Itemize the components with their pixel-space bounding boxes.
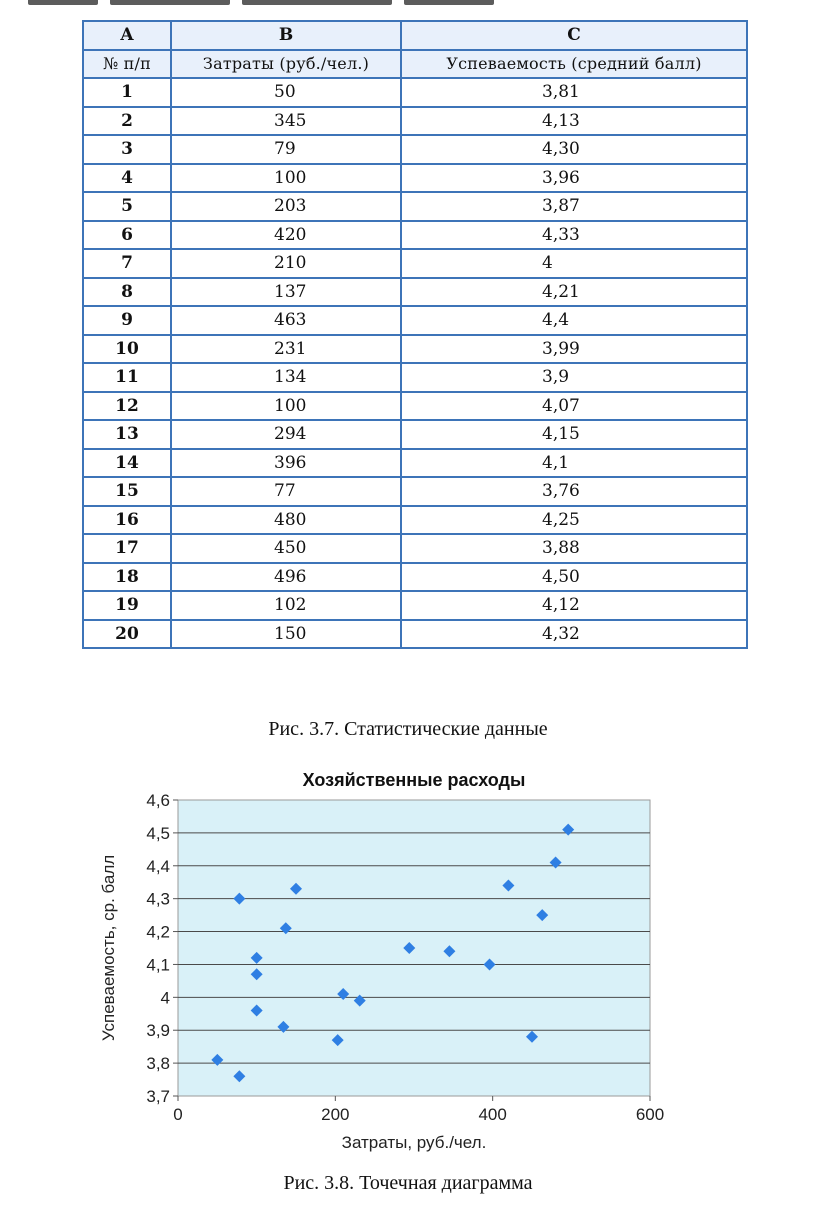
row-number: 4 bbox=[83, 164, 171, 193]
y-tick-label: 4,6 bbox=[146, 791, 170, 810]
table-row bbox=[83, 249, 747, 278]
row-number: 3 bbox=[83, 135, 171, 164]
x-tick-label: 0 bbox=[173, 1105, 183, 1124]
score-cell: 3,9 bbox=[401, 363, 747, 392]
row-number: 9 bbox=[83, 306, 171, 335]
row-number: 1 bbox=[83, 78, 171, 107]
table-row bbox=[83, 306, 747, 335]
row-number: 20 bbox=[83, 620, 171, 649]
row-number: 8 bbox=[83, 278, 171, 307]
x-tick-label: 400 bbox=[478, 1105, 507, 1124]
table-row bbox=[83, 420, 747, 449]
chart-caption: Рис. 3.8. Точечная диаграмма bbox=[283, 1172, 533, 1194]
table-row bbox=[83, 449, 747, 478]
column-letter: B bbox=[171, 21, 401, 50]
cost-cell: 210 bbox=[171, 249, 401, 278]
cropped-text-fragment bbox=[0, 0, 816, 8]
score-cell: 4,1 bbox=[401, 449, 747, 478]
column-letter-row bbox=[83, 21, 747, 50]
score-cell: 4,32 bbox=[401, 620, 747, 649]
cost-cell: 231 bbox=[171, 335, 401, 364]
score-cell: 4,13 bbox=[401, 107, 747, 136]
row-number: 10 bbox=[83, 335, 171, 364]
table-row bbox=[83, 363, 747, 392]
cost-cell: 420 bbox=[171, 221, 401, 250]
cost-cell: 480 bbox=[171, 506, 401, 535]
table-row bbox=[83, 534, 747, 563]
cost-cell: 100 bbox=[171, 164, 401, 193]
row-number: 11 bbox=[83, 363, 171, 392]
chart-title: Хозяйственные расходы bbox=[302, 770, 526, 790]
table-row bbox=[83, 506, 747, 535]
column-header-number: № п/п bbox=[83, 50, 171, 79]
row-number: 15 bbox=[83, 477, 171, 506]
score-cell: 4,15 bbox=[401, 420, 747, 449]
cost-cell: 50 bbox=[171, 78, 401, 107]
table-row bbox=[83, 591, 747, 620]
table-row bbox=[83, 192, 747, 221]
score-cell: 4,50 bbox=[401, 563, 747, 592]
table-caption: Рис. 3.7. Статистические данные bbox=[268, 718, 548, 740]
y-tick-label: 4 bbox=[160, 988, 170, 1008]
table-row bbox=[83, 164, 747, 193]
column-letter: C bbox=[401, 21, 747, 50]
row-number: 2 bbox=[83, 107, 171, 136]
y-tick-label: 4,3 bbox=[146, 889, 170, 909]
y-tick-label: 3,7 bbox=[146, 1087, 170, 1106]
y-tick-label: 3,8 bbox=[146, 1054, 170, 1074]
cost-cell: 150 bbox=[171, 620, 401, 649]
y-tick-label: 4,5 bbox=[146, 823, 170, 843]
row-number: 7 bbox=[83, 249, 171, 278]
score-cell: 4,30 bbox=[401, 135, 747, 164]
cost-cell: 294 bbox=[171, 420, 401, 449]
table-row bbox=[83, 335, 747, 364]
score-cell: 4,25 bbox=[401, 506, 747, 535]
cost-cell: 496 bbox=[171, 563, 401, 592]
score-cell: 4,4 bbox=[401, 306, 747, 335]
row-number: 16 bbox=[83, 506, 171, 535]
cost-cell: 100 bbox=[171, 392, 401, 421]
score-cell: 4,21 bbox=[401, 278, 747, 307]
cost-cell: 134 bbox=[171, 363, 401, 392]
row-number: 17 bbox=[83, 534, 171, 563]
column-letter: A bbox=[83, 21, 171, 50]
table-row bbox=[83, 107, 747, 136]
row-number: 12 bbox=[83, 392, 171, 421]
x-axis-label: Затраты, руб./чел. bbox=[341, 1133, 487, 1152]
cost-cell: 203 bbox=[171, 192, 401, 221]
y-tick-label: 3,9 bbox=[146, 1021, 170, 1041]
scatter-chart bbox=[90, 760, 680, 1170]
score-cell: 4,07 bbox=[401, 392, 747, 421]
table-row bbox=[83, 620, 747, 649]
y-axis-label: Успеваемость, ср. балл bbox=[99, 854, 118, 1042]
row-number: 6 bbox=[83, 221, 171, 250]
table-row bbox=[83, 392, 747, 421]
row-number: 14 bbox=[83, 449, 171, 478]
score-cell: 3,87 bbox=[401, 192, 747, 221]
score-cell: 3,81 bbox=[401, 78, 747, 107]
score-cell: 3,76 bbox=[401, 477, 747, 506]
cost-cell: 79 bbox=[171, 135, 401, 164]
column-header-row bbox=[83, 50, 747, 79]
cost-cell: 396 bbox=[171, 449, 401, 478]
y-tick-label: 4,4 bbox=[146, 856, 170, 876]
table-row bbox=[83, 78, 747, 107]
score-cell: 3,99 bbox=[401, 335, 747, 364]
x-tick-label: 600 bbox=[635, 1105, 665, 1124]
table-row bbox=[83, 477, 747, 506]
score-cell: 4,12 bbox=[401, 591, 747, 620]
cost-cell: 463 bbox=[171, 306, 401, 335]
table-row bbox=[83, 221, 747, 250]
x-tick-label: 200 bbox=[321, 1105, 350, 1124]
y-tick-label: 4,1 bbox=[146, 955, 170, 975]
score-cell: 4,33 bbox=[401, 221, 747, 250]
cost-cell: 77 bbox=[171, 477, 401, 506]
column-header-performance: Успеваемость (средний балл) bbox=[401, 50, 747, 79]
statistics-table bbox=[82, 20, 748, 649]
cost-cell: 450 bbox=[171, 534, 401, 563]
row-number: 19 bbox=[83, 591, 171, 620]
table-row bbox=[83, 278, 747, 307]
table-row bbox=[83, 135, 747, 164]
score-cell: 4 bbox=[401, 249, 747, 278]
score-cell: 3,96 bbox=[401, 164, 747, 193]
score-cell: 3,88 bbox=[401, 534, 747, 563]
cost-cell: 137 bbox=[171, 278, 401, 307]
cost-cell: 102 bbox=[171, 591, 401, 620]
y-tick-label: 4,2 bbox=[146, 922, 170, 942]
table-row bbox=[83, 563, 747, 592]
cost-cell: 345 bbox=[171, 107, 401, 136]
column-header-costs: Затраты (руб./чел.) bbox=[171, 50, 401, 79]
row-number: 18 bbox=[83, 563, 171, 592]
row-number: 13 bbox=[83, 420, 171, 449]
row-number: 5 bbox=[83, 192, 171, 221]
